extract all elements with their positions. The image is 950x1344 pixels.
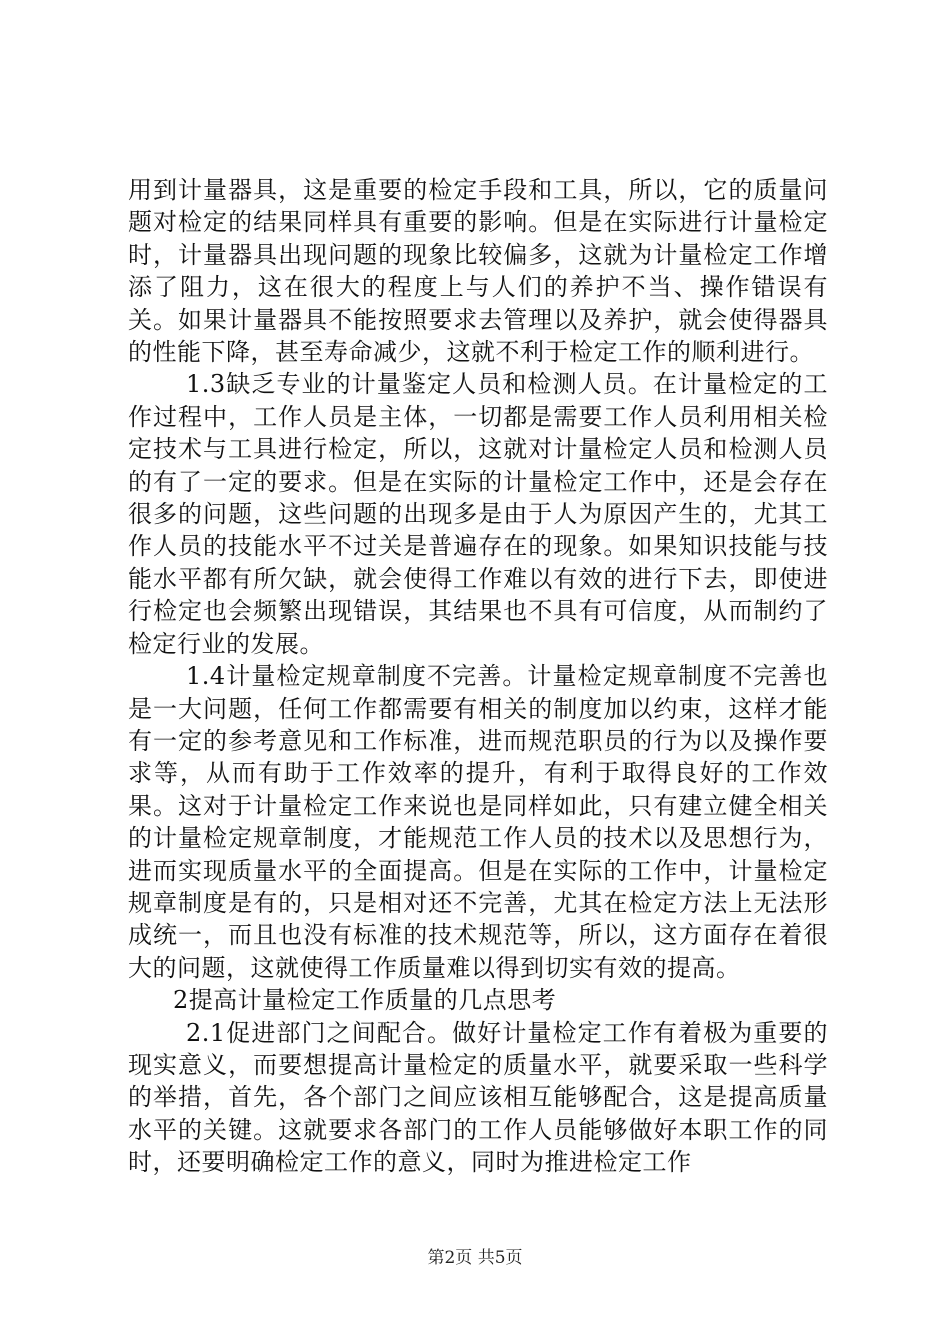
paragraph-section-1-4: 1.4计量检定规章制度不完善。计量检定规章制度不完善也是一大问题，任何工作都需要有相关的制度加以约束，这样才能有一定的参考意见和工作标准，进而规范职员的行为以及操作要求等，从而有助于工作效率的提升，有利于取得良好的工作效果。这对于计量检定工作来说也是同样如此，只有建立健全相关的计量检定规章制度，才能规范工作人员的技术以及思想行为，进而实现质量水平的全面提高。但是在实际的工作中，计量检定规章制度是有的，只是相对还不完善，尤其在检定方法上无法形成统一，而且也没有标准的技术规范等，所以，这方面存在着很大的问题，这就使得工作质量难以得到切实有效的提高。 [128,662,828,982]
document-body [128,174,828,1179]
section-heading-2: 2提高计量检定工作质量的几点思考 [173,986,557,1015]
page-number-footer: 第2页 共5页 [427,1248,523,1268]
paragraph-section-2-1: 2.1促进部门之间配合。做好计量检定工作有着极为重要的现实意义，而要想提高计量检定的质量水平，就要采取一些科学的举措，首先，各个部门之间应该相互能够配合，这是提高质量水平的关键。这就要求各部门的工作人员能够做好本职工作的同时，还要明确检定工作的意义，同时为推进检定工作 [128,1018,828,1177]
paragraph-continuation: 用到计量器具，这是重要的检定手段和工具，所以，它的质量问题对检定的结果同样具有重要的影响。但是在实际进行计量检定时，计量器具出现问题的现象比较偏多，这就为计量检定工作增添了阻力，这在很大的程度上与人们的养护不当、操作错误有关。如果计量器具不能按照要求去管理以及养护，就会使得器具的性能下降，甚至寿命减少，这就不利于检定工作的顺利进行。 [128,176,828,367]
paragraph-section-1-3: 1.3缺乏专业的计量鉴定人员和检测人员。在计量检定的工作过程中，工作人员是主体，一切都是需要工作人员利用相关检定技术与工具进行检定，所以，这就对计量检定人员和检测人员的有了一定的要求。但是在实际的计量检定工作中，还是会存在很多的问题，这些问题的出现多是由于人为原因产生的，尤其工作人员的技能水平不过关是普遍存在的现象。如果知识技能与技能水平都有所欠缺，就会使得工作难以有效的进行下去，即使进行检定也会频繁出现错误，其结果也不具有可信度，从而制约了检定行业的发展。 [128,370,828,658]
